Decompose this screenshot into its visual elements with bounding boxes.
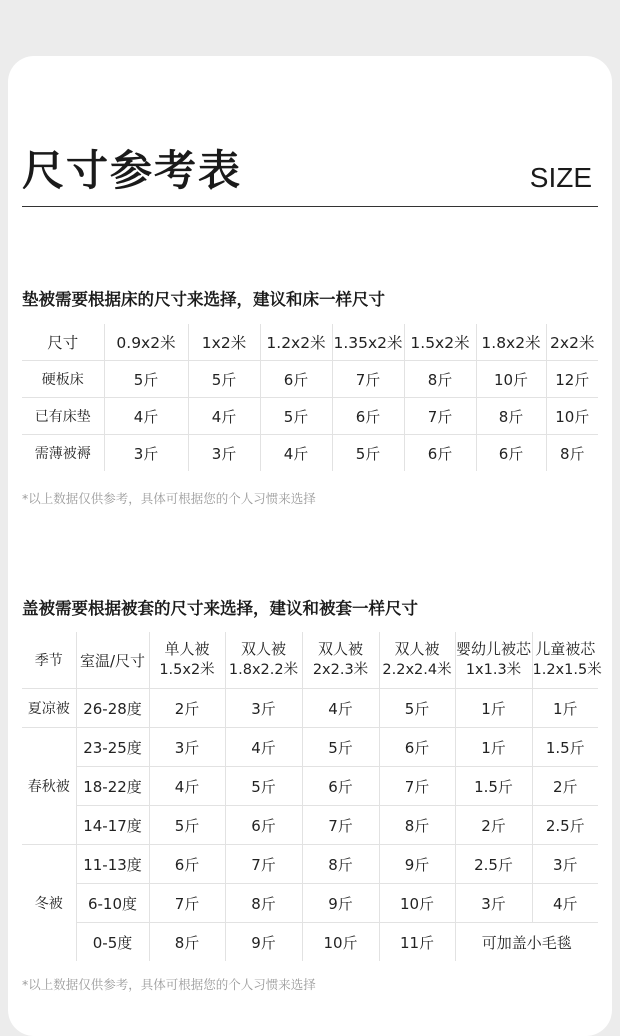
header-name: 儿童被芯 [535,640,596,658]
header-cell: 1.2x2米 [260,324,332,361]
table-row [22,884,598,923]
table-cell: 6斤 [225,806,302,845]
table-row [22,361,598,398]
header-name: 双人被 [240,640,286,658]
table-cell: 1.5斤 [532,728,598,767]
row-label: 已有床垫 [22,398,104,435]
quilt-note: *以上数据仅供参考，具体可根据您的个人习惯来选择 [22,977,316,992]
header-cell [225,632,302,689]
table-cell: 3斤 [149,728,225,767]
table-cell: 10斤 [476,361,546,398]
table-cell: 8斤 [546,435,598,472]
header-name: 双人被 [317,640,363,658]
table-cell: 5斤 [302,728,379,767]
header-size: 1.8x2.2米 [228,662,299,678]
table-cell: 5斤 [149,806,225,845]
table-cell: 8斤 [404,361,476,398]
temp-cell: 11-13度 [76,845,149,884]
header-name: 婴幼儿被芯 [455,640,531,658]
header-size: 1x1.3米 [465,662,522,678]
table-cell: 7斤 [225,845,302,884]
table-cell: 3斤 [225,689,302,728]
header-cell [455,632,532,689]
table-cell: 8斤 [149,923,225,962]
header-cell: 1.35x2米 [332,324,404,361]
temp-cell: 6-10度 [76,884,149,923]
table-row [22,398,598,435]
table-cell: 5斤 [379,689,455,728]
quilt-heading: 盖被需要根据被套的尺寸来选择，建议和被套一样尺寸 [22,599,418,618]
header-cell [532,632,602,689]
table-cell: 5斤 [188,361,260,398]
table-cell: 4斤 [225,728,302,767]
table-cell: 1斤 [455,689,532,728]
table-cell: 5斤 [260,398,332,435]
table-cell: 4斤 [302,689,379,728]
table-cell: 4斤 [104,398,188,435]
header-size: 2x2.3米 [312,662,369,678]
header-cell: 1.5x2米 [404,324,476,361]
table-header-row [22,324,598,361]
table-cell: 10斤 [379,884,455,923]
table-cell: 5斤 [332,435,404,472]
table-cell: 4斤 [532,884,598,923]
table-cell: 4斤 [149,767,225,806]
temp-cell: 18-22度 [76,767,149,806]
table-cell: 6斤 [302,767,379,806]
temp-cell: 23-25度 [76,728,149,767]
merged-cell: 可加盖小毛毯 [455,923,598,962]
table-cell: 10斤 [546,398,598,435]
header-cell: 1x2米 [188,324,260,361]
table-cell: 1斤 [455,728,532,767]
season-label: 冬被 [34,896,63,912]
temp-cell: 0-5度 [76,923,149,962]
table-row [22,923,598,962]
mattress-size-table [22,324,598,471]
header-cell: 2x2米 [546,324,598,361]
header-name: 双人被 [394,640,440,658]
temp-cell: 26-28度 [76,689,149,728]
row-label: 需薄被褥 [34,446,91,462]
header-cell: 尺寸 [22,324,104,361]
table-cell: 2.5斤 [455,845,532,884]
table-cell: 7斤 [379,767,455,806]
header-cell-season: 季节 [22,632,76,689]
mattress-note: *以上数据仅供参考，具体可根据您的个人习惯来选择 [22,491,316,506]
table-cell: 1.5斤 [455,767,532,806]
table-cell: 4斤 [188,398,260,435]
header-size: 2.2x2.4米 [382,662,452,678]
table-cell: 5斤 [104,361,188,398]
header-cell [379,632,455,689]
table-row [22,806,598,845]
quilt-size-table [22,632,602,961]
table-cell: 7斤 [302,806,379,845]
table-cell: 5斤 [225,767,302,806]
table-cell: 10斤 [302,923,379,962]
header-cell-temp: 室温/尺寸 [76,632,149,689]
row-label: 硬板床 [22,361,104,398]
header-size: 1.2x1.5米 [532,662,602,678]
table-cell: 1斤 [532,689,598,728]
table-cell: 2斤 [149,689,225,728]
table-cell: 2斤 [532,767,598,806]
table-cell: 11斤 [379,923,455,962]
header-cell [302,632,379,689]
table-cell: 8斤 [476,398,546,435]
table-cell: 8斤 [302,845,379,884]
table-cell: 3斤 [188,435,260,472]
table-cell: 3斤 [104,435,188,472]
table-row [22,689,598,728]
table-cell: 9斤 [302,884,379,923]
table-cell: 2.5斤 [532,806,598,845]
table-row [22,845,598,884]
table-cell: 4斤 [260,435,332,472]
table-cell: 8斤 [379,806,455,845]
table-row [22,435,598,472]
table-cell: 6斤 [260,361,332,398]
table-cell: 12斤 [546,361,598,398]
table-cell: 2斤 [455,806,532,845]
table-row [22,767,598,806]
table-cell: 6斤 [404,435,476,472]
size-label: SIZE [529,162,592,193]
table-cell: 6斤 [379,728,455,767]
mattress-heading: 垫被需要根据床的尺寸来选择，建议和床一样尺寸 [22,290,385,309]
table-cell: 9斤 [379,845,455,884]
header-cell: 1.8x2米 [476,324,546,361]
table-cell: 6斤 [476,435,546,472]
table-cell: 6斤 [332,398,404,435]
header-cell [149,632,225,689]
title-divider [22,206,598,207]
header-cell: 0.9x2米 [104,324,188,361]
table-cell: 8斤 [225,884,302,923]
table-row [22,728,598,767]
header-name: 单人被 [164,640,210,658]
table-cell: 9斤 [225,923,302,962]
table-cell: 3斤 [532,845,598,884]
table-cell: 6斤 [149,845,225,884]
temp-cell: 14-17度 [76,806,149,845]
table-cell: 7斤 [404,398,476,435]
table-cell: 7斤 [149,884,225,923]
table-cell: 3斤 [455,884,532,923]
page-title: 尺寸参考表 [22,146,243,195]
table-cell: 7斤 [332,361,404,398]
table-header-row [22,632,598,689]
season-label: 春秋被 [22,728,76,845]
season-label: 夏凉被 [22,689,76,728]
header-size: 1.5x2米 [159,662,215,678]
